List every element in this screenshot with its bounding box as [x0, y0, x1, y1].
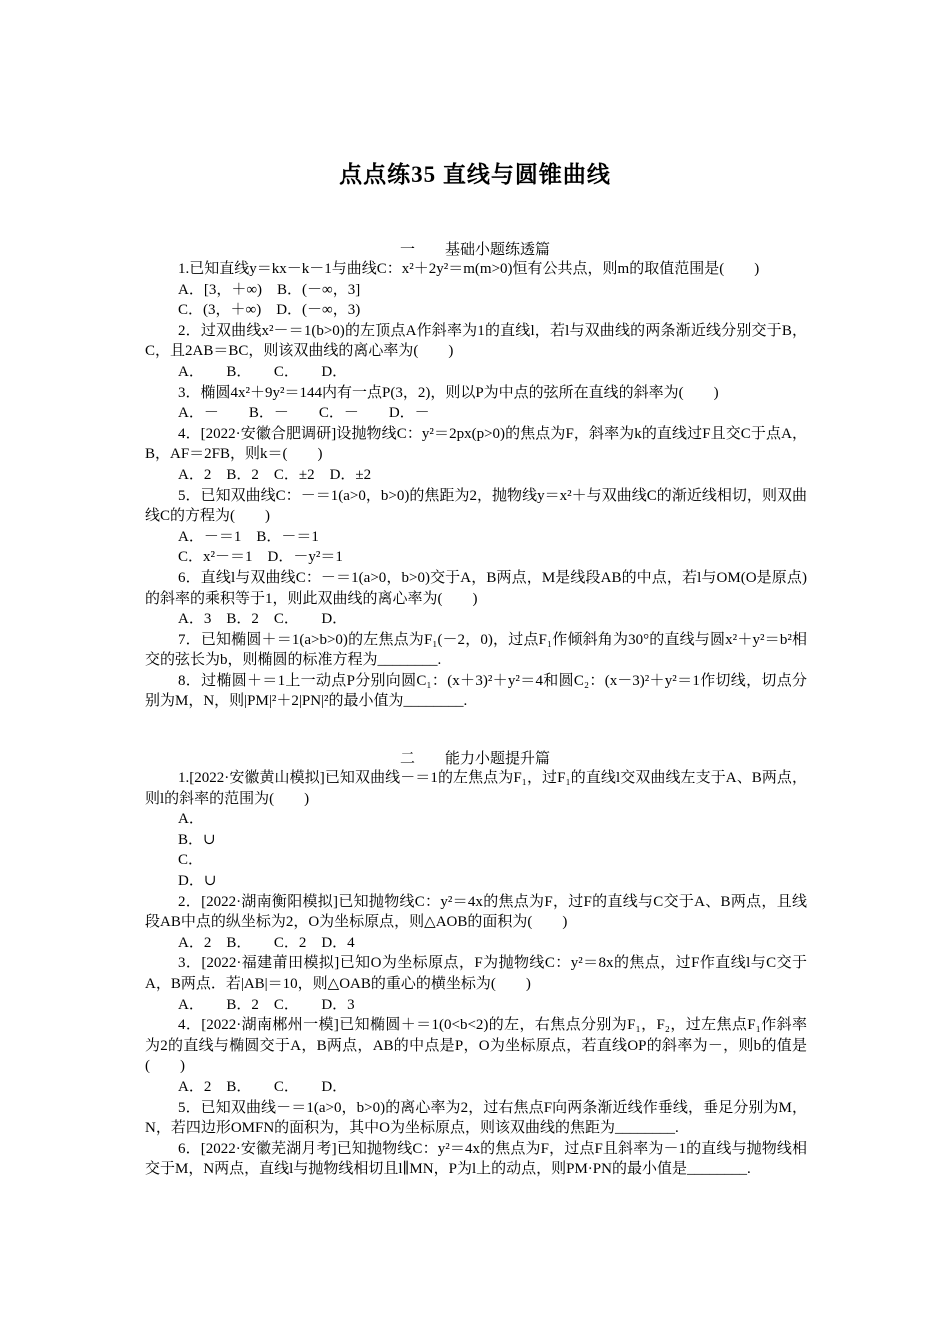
answer-options: A．3 B．2 C． D． — [178, 611, 348, 628]
answer-options: A．2 B． C．2 D．4 — [178, 934, 355, 951]
answer-options: A．－＝1 B．－＝1 — [178, 528, 319, 545]
question — [145, 892, 807, 954]
question-stem: 2．过双曲线x²－＝1(b>0)的左顶点A作斜率为1的直线l，若l与双曲线的两条渐近线分别交于B，C，且2AB＝BC，则该双曲线的离心率为( ) — [145, 322, 807, 360]
question-stem: 6．[2022·安徽芜湖月考]已知抛物线C：y²＝4x的焦点为F，过点F且斜率为－1的直线与抛物线相交于M，N两点，直线l与抛物线相切且l∥MN，P为l上的动点，则PM·PN的最小值是________. — [145, 1140, 807, 1178]
question-stem: 1.已知直线y＝kx－k－1与曲线C：x²＋2y²＝m(m>0)恒有公共点，则m的取值范围是( ) — [178, 261, 760, 277]
question — [145, 486, 807, 568]
question — [145, 259, 807, 321]
question — [145, 568, 807, 630]
question-stem: 4．[2022·安徽合肥调研]设抛物线C：y²＝2px(p>0)的焦点为F，斜率为k的直线过F且交C于点A，B，AF＝2FB，则k＝( ) — [145, 425, 807, 463]
section-2-heading — [0, 747, 950, 768]
question — [145, 630, 807, 671]
answer-options: A．2 B． C． D． — [178, 1078, 348, 1095]
question-stem: 3．[2022·福建莆田模拟]已知O为坐标原点，F为抛物线C：y²＝8x的焦点，过F作直线l与C交于A，B两点．若|AB|＝10，则△OAB的重心的横坐标为( ) — [145, 955, 807, 992]
section-2-questions — [145, 768, 807, 1180]
answer-options: A． B． C． D． — [178, 363, 348, 380]
question-stem: 8．过椭圆＋＝1上一动点P分别向圆C₁：(x＋3)²＋y²＝4和圆C₂：(x－3)²＋y²＝1作切线，切点分别为M，N，则|PM|²＋2|PN|²的最小值为________. — [145, 672, 807, 710]
answer-options: A．2 B．2 C．±2 D．±2 — [178, 466, 372, 483]
answer-options: C．(3，＋∞) D．(－∞，3) — [178, 302, 361, 319]
question — [145, 321, 807, 383]
section-1-heading — [0, 238, 950, 259]
question — [145, 1015, 807, 1097]
question — [145, 1098, 807, 1139]
question-stem: 6．直线l与双曲线C：－＝1(a>0，b>0)交于A，B两点，M是线段AB的中点，若l与OM(O是原点)的斜率的乘积等于1，则此双曲线的离心率为( ) — [145, 569, 807, 607]
question-stem: 7．已知椭圆＋＝1(a>b>0)的左焦点为F₁(－2，0)，过点F₁作倾斜角为30°的直线与圆x²＋y²＝b²相交的弦长为b，则椭圆的标准方程为________. — [145, 631, 807, 669]
answer-options: A． — [178, 811, 204, 828]
section-1-number: 一 — [399, 242, 415, 258]
section-2-number: 二 — [399, 751, 415, 767]
answer-options: B．∪ — [178, 831, 216, 848]
question-stem: 2．[2022·湖南衡阳模拟]已知抛物线C：y²＝4x的焦点为F，过F的直线与C交于A、B两点，且线段AB中点的纵坐标为2，O为坐标原点，则△AOB的面积为( ) — [145, 893, 807, 931]
question — [145, 768, 807, 892]
answer-options: C．x²－＝1 D．－y²＝1 — [178, 549, 343, 566]
answer-options: C． — [178, 852, 204, 869]
section-2-title: 能力小题提升篇 — [445, 751, 551, 767]
question-stem: 3．椭圆4x²＋9y²＝144内有一点P(3，2)，则以P为中点的弦所在直线的斜率为( ) — [178, 384, 719, 401]
question — [145, 671, 807, 712]
section-1-title: 基础小题练透篇 — [445, 242, 551, 258]
answer-options: A．[3，＋∞) B．(－∞，3] — [178, 281, 361, 298]
answer-options: A． B．2 C． D．3 — [178, 996, 355, 1013]
question-stem: 5．已知双曲线C：－＝1(a>0，b>0)的焦距为2，抛物线y＝x²＋与双曲线C的渐近线相切，则双曲线C的方程为( ) — [145, 487, 807, 525]
question — [145, 1139, 807, 1180]
answer-options: A．－ B．－ C．－ D．－ — [178, 405, 430, 422]
page-title: 点点练35 直线与圆锥曲线 — [339, 162, 611, 187]
question — [145, 953, 807, 1015]
question-stem: 1.[2022·安徽黄山模拟]已知双曲线－＝1的左焦点为F₁，过F₁的直线l交双曲线左支于A、B两点，则l的斜率的范围为( ) — [145, 770, 807, 807]
question-stem: 5．已知双曲线－＝1(a>0，b>0)的离心率为2，过右焦点F向两条渐近线作垂线，垂足分别为M，N，若四边形OMFN的面积为，其中O为坐标原点，则该双曲线的焦距为________. — [145, 1099, 807, 1137]
section-1-questions — [145, 259, 807, 712]
question — [145, 383, 807, 424]
question-stem: 4．[2022·湖南郴州一模]已知椭圆＋＝1(0<b<2)的左，右焦点分别为F₁，F₂，过左焦点F₁作斜率为2的直线与椭圆交于A，B两点，AB的中点是P，O为坐标原点，若直线OP的斜率为－，则b的值是( ) — [145, 1017, 807, 1075]
question — [145, 424, 807, 486]
answer-options: D．∪ — [178, 872, 217, 889]
